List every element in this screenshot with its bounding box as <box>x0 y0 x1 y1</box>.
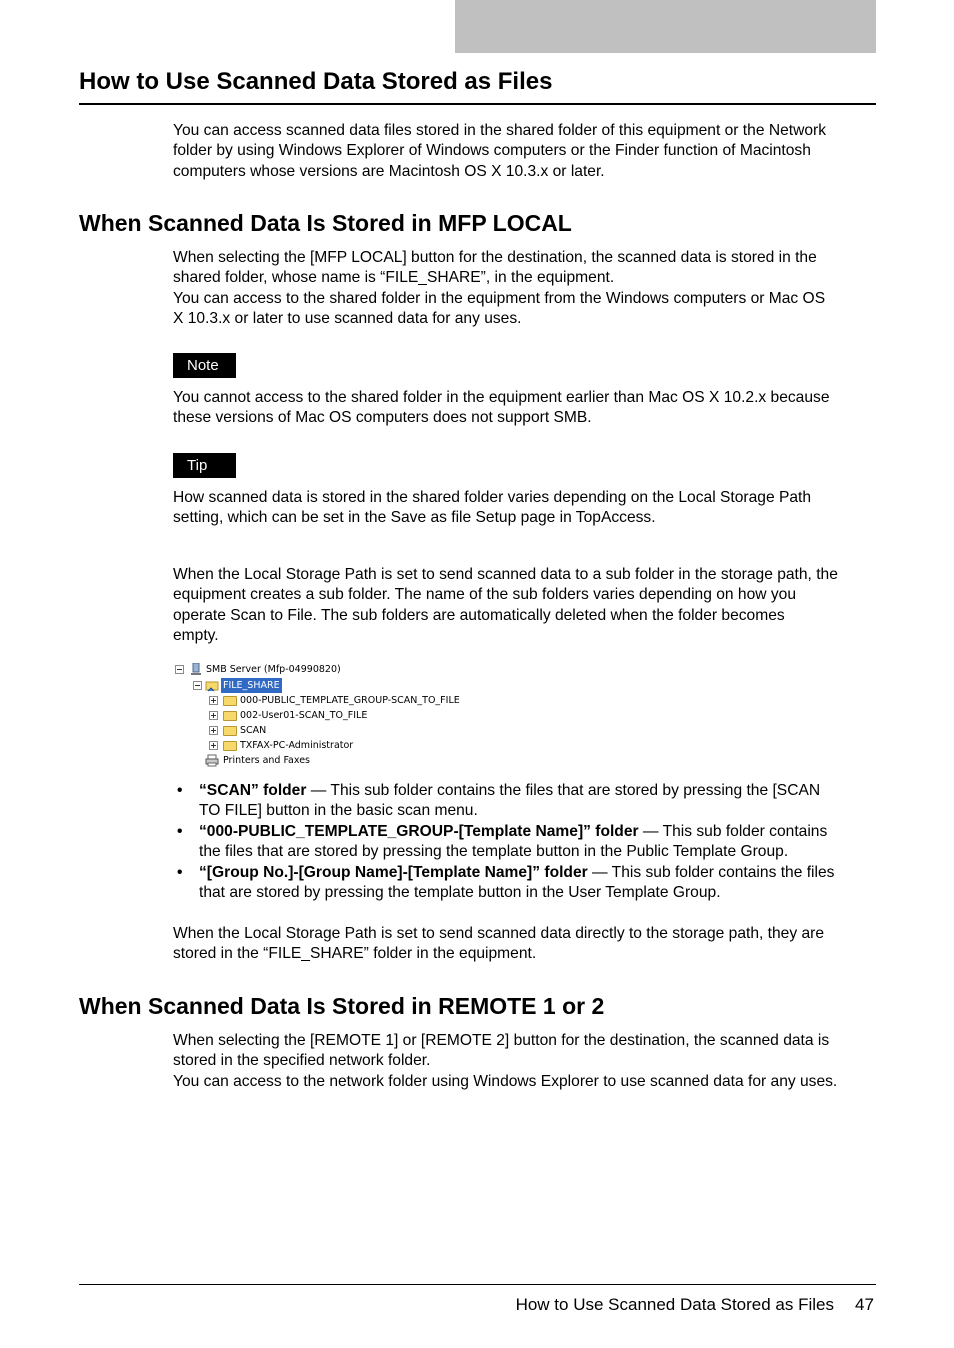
tree-node-printers[interactable] <box>173 753 463 768</box>
note-line: these versions of Mac OS computers does not support SMB. <box>173 409 592 427</box>
page-title: How to Use Scanned Data Stored as Files <box>79 68 553 95</box>
tree-node-folder[interactable] <box>173 738 463 753</box>
paragraph-line: You can access to the network folder using Windows Explorer to use scanned data for any uses. <box>173 1072 838 1090</box>
tree-printers-label: Printers and Faxes <box>223 755 311 766</box>
tip-line: How scanned data is stored in the shared folder varies depending on the Local Storage Path <box>173 489 812 506</box>
intro-line: folder by using Windows Explorer of Windows computers or the Finder function of Macintosh <box>173 142 811 160</box>
expand-icon[interactable] <box>209 711 218 720</box>
bullet-term: “SCAN” folder <box>199 782 307 799</box>
page-number: 47 <box>855 1295 874 1314</box>
paragraph-line: When the Local Storage Path is set to send scanned data directly to the storage path, they are <box>173 925 825 942</box>
server-icon <box>189 663 203 675</box>
printer-icon <box>205 754 219 766</box>
bullet-text: that are stored by pressing the template button in the User Template Group. <box>199 884 721 902</box>
collapse-icon[interactable] <box>193 681 202 690</box>
footer-title: How to Use Scanned Data Stored as Files <box>515 1295 834 1314</box>
tree-node-file-share[interactable] <box>173 678 463 693</box>
paragraph-line: You can access to the shared folder in the equipment from the Windows computers or Mac OS <box>173 289 826 307</box>
paragraph-line: equipment creates a sub folder. The name of the sub folders varies depending on how you <box>173 586 796 604</box>
intro-line: computers whose versions are Macintosh OS X 10.3.x or later. <box>173 162 605 180</box>
bullet-term: “000-PUBLIC_TEMPLATE_GROUP-[Template Name]” folder <box>199 822 639 840</box>
intro-paragraph <box>173 121 876 182</box>
note-text <box>173 388 876 429</box>
tree-node-folder[interactable] <box>173 708 463 723</box>
bullet-item <box>173 822 876 863</box>
tree-node-folder[interactable] <box>173 693 463 708</box>
tree-root-label: SMB Server (Mfp-04990820) <box>206 664 341 675</box>
note-label: Note <box>173 353 236 378</box>
folder-icon <box>223 726 237 736</box>
bullet-text: TO FILE] button in the basic scan menu. <box>199 802 478 820</box>
paragraph-line: When selecting the [MFP LOCAL] button for the destination, the scanned data is stored in the <box>173 249 817 266</box>
tip-label: Tip <box>173 453 236 478</box>
title-rule <box>79 103 876 105</box>
tree-folder-label: 000-PUBLIC_TEMPLATE_GROUP-SCAN_TO_FILE <box>240 695 460 706</box>
paragraph-line: empty. <box>173 627 219 645</box>
paragraph-line: stored in the specified network folder. <box>173 1052 431 1070</box>
header-gray-bar <box>455 0 876 53</box>
paragraph-line: operate Scan to File. The sub folders are automatically deleted when the folder becomes <box>173 606 785 624</box>
tree-node-folder[interactable] <box>173 723 463 738</box>
paragraph-line: X 10.3.x or later to use scanned data for any uses. <box>173 310 522 328</box>
section-heading-remote: When Scanned Data Is Stored in REMOTE 1 or 2 <box>79 993 605 1019</box>
tip-line: setting, which can be set in the Save as file Setup page in TopAccess. <box>173 509 656 527</box>
bullet-item <box>173 781 876 822</box>
folder-icon <box>223 741 237 751</box>
paragraph-line: stored in the “FILE_SHARE” folder in the equipment. <box>173 945 537 963</box>
folder-icon <box>223 711 237 721</box>
remote-paragraph <box>173 1031 876 1092</box>
bullet-term: “[Group No.]-[Group Name]-[Template Name]” folder <box>199 863 588 881</box>
bullet-icon: • <box>177 863 183 881</box>
bullet-text: — This sub folder contains the files that are stored by pressing the [SCAN <box>306 782 821 799</box>
bullet-icon: • <box>177 782 183 799</box>
subfolder-bullet-list <box>173 781 876 903</box>
bullet-text: — This sub folder contains the files <box>587 863 835 881</box>
paragraph-line: shared folder, whose name is “FILE_SHARE”, in the equipment. <box>173 269 615 287</box>
paragraph-line: When selecting the [REMOTE 1] or [REMOTE 2] button for the destination, the scanned data is <box>173 1032 830 1049</box>
shared-folder-icon <box>205 679 219 691</box>
expand-icon[interactable] <box>209 726 218 735</box>
tip-text <box>173 488 876 529</box>
mfp-local-paragraph <box>173 248 876 330</box>
tree-selected-label: FILE_SHARE <box>223 680 280 691</box>
bullet-icon: • <box>177 822 183 840</box>
folder-tree <box>173 661 463 771</box>
tree-node-root[interactable] <box>173 662 463 677</box>
tree-folder-label: TXFAX-PC-Administrator <box>240 740 354 751</box>
intro-line: You can access scanned data files stored in the shared folder of this equipment or the Network <box>173 122 827 139</box>
collapse-icon[interactable] <box>175 665 184 674</box>
expand-icon[interactable] <box>209 696 218 705</box>
note-line: You cannot access to the shared folder in the equipment earlier than Mac OS X 10.2.x because <box>173 389 830 406</box>
footer-rule <box>79 1284 876 1285</box>
tree-folder-label: SCAN <box>240 725 267 736</box>
paragraph-line: When the Local Storage Path is set to send scanned data to a sub folder in the storage path, the <box>173 566 838 583</box>
direct-storage-paragraph <box>173 924 876 965</box>
subfolder-paragraph <box>173 565 876 647</box>
tree-folder-label: 002-User01-SCAN_TO_FILE <box>240 710 368 721</box>
bullet-item <box>173 863 876 904</box>
bullet-text: the files that are stored by pressing the template button in the Public Template Group. <box>199 843 789 861</box>
expand-icon[interactable] <box>209 741 218 750</box>
section-heading-mfp-local: When Scanned Data Is Stored in MFP LOCAL <box>79 210 572 236</box>
bullet-text: — This sub folder contains <box>638 822 828 840</box>
folder-icon <box>223 696 237 706</box>
